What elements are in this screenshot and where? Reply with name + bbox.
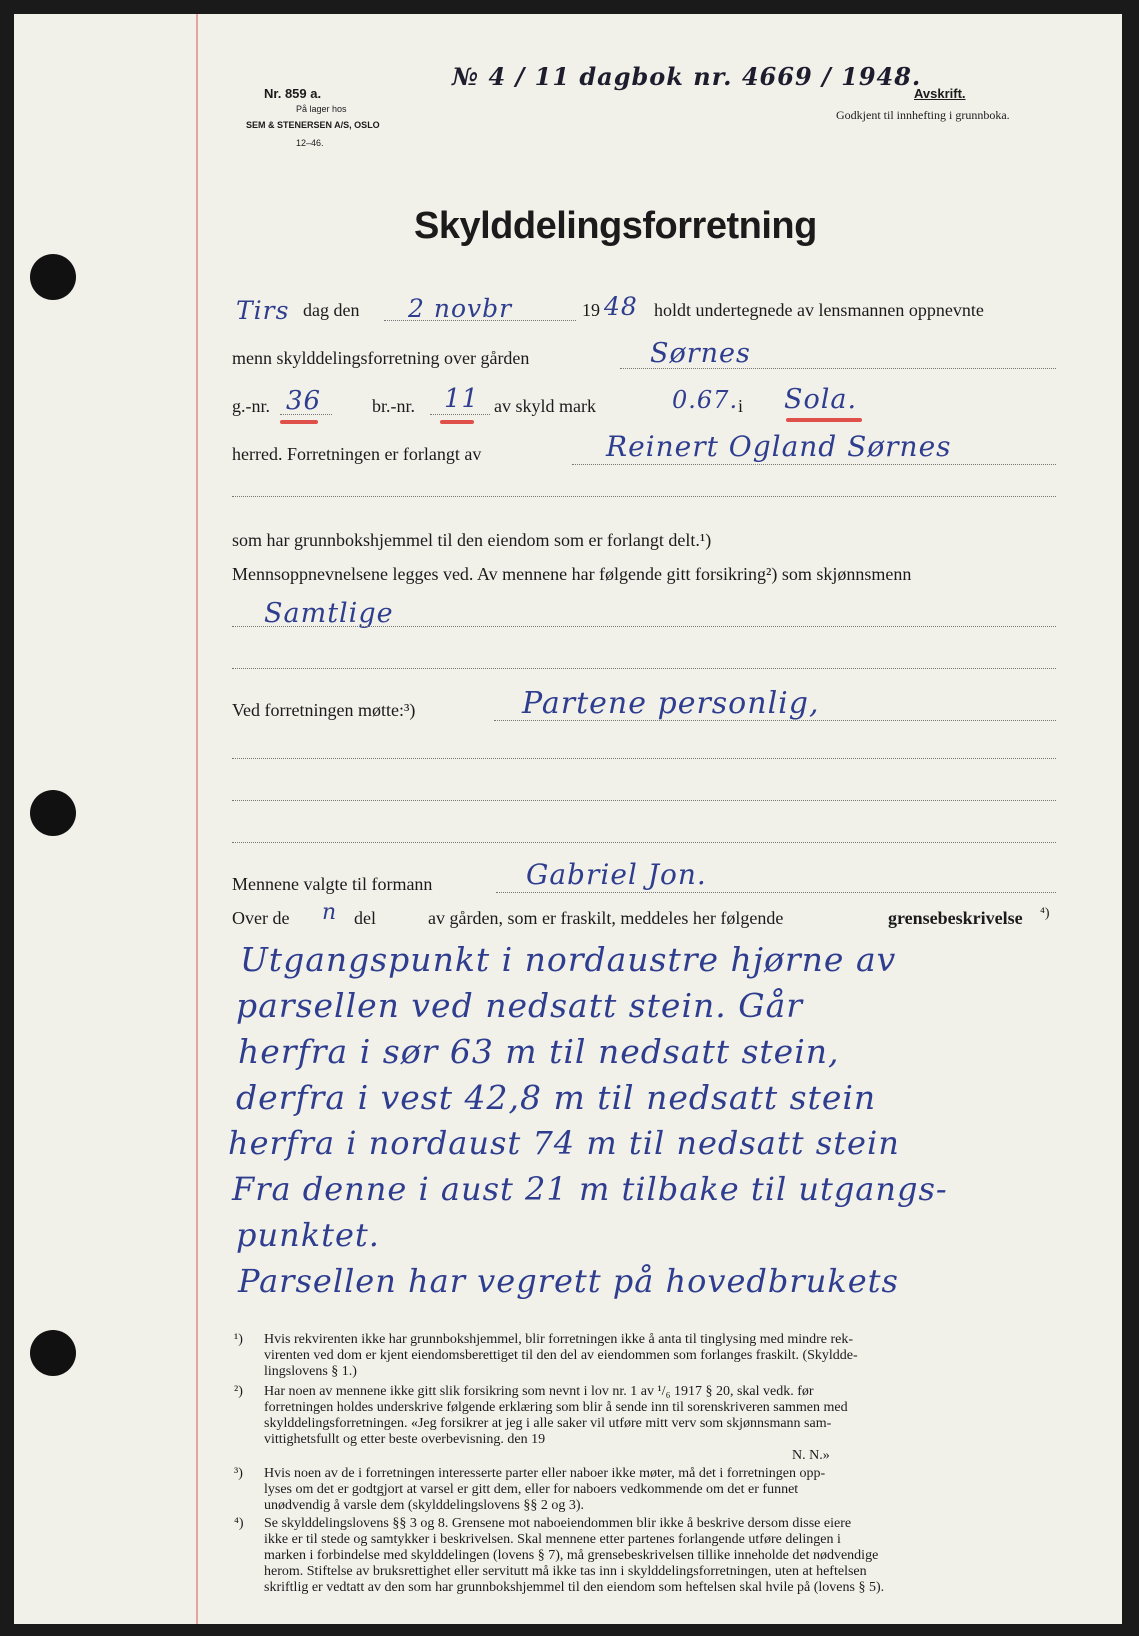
assessors-handwritten: Samtlige <box>264 598 394 629</box>
year-prefix: 19 <box>582 300 600 320</box>
requester-handwritten: Reinert Ogland Sørnes <box>606 430 952 463</box>
del-label: del <box>354 908 376 928</box>
footnote-4-line: Se skylddelingslovens §§ 3 og 8. Grensene mot naboeiendommen blir ikke å beskrive dersom disse eiere <box>264 1516 852 1531</box>
punch-hole <box>30 254 76 300</box>
day-label: dag den <box>303 300 360 320</box>
footnote-1-line: virenten ved dom er kjent eiendomsberettiget til den del av eiendommen som forlanges fraskilt. (Skylddе- <box>264 1348 858 1363</box>
red-underline <box>280 420 318 424</box>
mark-value: 0.67. <box>672 386 739 414</box>
requested-by-label: herred. Forretningen er forlangt av <box>232 444 482 464</box>
part-handwritten: n <box>322 900 338 925</box>
publisher-date: 12–46. <box>296 138 324 148</box>
footnote-ref: ⁴) <box>1040 906 1050 921</box>
footnote-4-line: skriftlig er vedtatt av den som har grunnbokshjemmel til den eiendom som heftelsen skal hvile på (lovens § 5). <box>264 1580 885 1595</box>
opening-text: holdt undertegnede av lensmannen oppnevnte <box>654 300 984 320</box>
year-handwritten: 48 <box>604 292 638 321</box>
footnote-3-line: Hvis noen av de i forretningen interesserte parter eller naboer ikke møter, må det i forretningen opp- <box>264 1466 826 1481</box>
boundary-intro: av gården, som er fraskilt, meddeles her følgende <box>428 908 784 928</box>
description-line: punktet. <box>236 1216 380 1254</box>
red-margin-line <box>196 14 198 1624</box>
footnote-2-line: vittighetsfullt og etter beste overbevisning. den 19 <box>264 1432 546 1447</box>
description-line: herfra i sør 63 m til nedsatt stein, <box>238 1032 840 1071</box>
description-line: Utgangspunkt i nordaustre hjørne av <box>240 940 897 979</box>
punch-hole <box>30 1330 76 1376</box>
footnote-4-line: marken i forbindelse med skylddelingen (lovens § 7), må grensebeskrivelsen tillike inneholde det nødvendige <box>264 1548 879 1563</box>
signature-placeholder: N. N.» <box>792 1448 830 1463</box>
red-underline <box>786 418 862 422</box>
weekday-handwritten: Tirs <box>236 296 290 325</box>
chairman-label: Mennene valgte til formann <box>232 874 433 894</box>
approval-note: Godkjent til innhefting i grunnboka. <box>836 108 1010 122</box>
footnote-3-line: unødvendig å varsle dem (skylddelingslovens §§ 2 og 3). <box>264 1498 585 1513</box>
footnote-marker: ²) <box>234 1384 243 1399</box>
footnote-2-line: skylddelingsforretningen. «Jeg forsikrer at jeg i alle saker vil utføre mitt verv som skjønnsmann sam- <box>264 1416 832 1431</box>
registry-stamp: № 4 / 11 dagbok nr. 4669 / 1948. <box>452 62 922 91</box>
footnote-marker: ⁴) <box>234 1516 244 1531</box>
description-line: derfra i vest 42,8 m til nedsatt stein <box>236 1078 877 1117</box>
dotted-line <box>494 720 1056 721</box>
chairman-handwritten: Gabriel Jon. <box>526 858 707 891</box>
footnote-4-line: herom. Stiftelse av bruksrettighet eller servitutt må ikke tas inn i skylddelingsforretningen, uten at heftelsen <box>264 1564 867 1579</box>
avskrift-label: Avskrift. <box>914 86 966 101</box>
footnote-1-line: Hvis rekvirenten ikke har grunnbokshjemmel, blir forretningen ikke å anta til tinglysing med mindre rek- <box>264 1332 854 1347</box>
dotted-line <box>430 414 490 415</box>
dotted-line <box>232 800 1056 801</box>
footnote-marker: ³) <box>234 1466 243 1481</box>
description-line: parsellen ved nedsatt stein. Går <box>236 986 804 1025</box>
dotted-line <box>232 668 1056 669</box>
description-line: Fra denne i aust 21 m tilbake til utgangs- <box>232 1170 948 1208</box>
attendance-handwritten: Partene personlig, <box>522 686 820 721</box>
dotted-line <box>572 464 1056 465</box>
municipality-handwritten: Sola. <box>784 384 858 415</box>
farm-name-handwritten: Sørnes <box>650 338 751 369</box>
appointment-text: Mennsoppnevnelsene legges ved. Av mennene har følgende gitt forsikring²) som skjønnsmenn <box>232 564 912 584</box>
footnote-2-line: forretningen holdes underskrive følgende erklæring som blir å sende inn til sorenskriveren sammen med <box>264 1400 848 1415</box>
form-number: Nr. 859 a. <box>264 86 322 101</box>
footnote-marker: ¹) <box>234 1332 243 1347</box>
document-page <box>14 14 1122 1624</box>
publisher-name: SEM & STENERSEN A/S, OSLO <box>246 120 380 130</box>
description-line: herfra i nordaust 74 m til nedsatt stein <box>228 1124 900 1162</box>
boundary-label: grensebeskrivelse <box>888 908 1023 928</box>
dotted-line <box>232 496 1056 497</box>
document-title: Skylddelingsforretning <box>414 205 817 247</box>
red-underline <box>440 420 474 424</box>
gnr-label: g.-nr. <box>232 396 270 416</box>
footnote-3-line: lyses om det er godtgjort at varsel er gitt dem, eller for naboers vedkommende om det er funnet <box>264 1482 799 1497</box>
i-label: i <box>738 396 744 416</box>
dotted-line <box>232 758 1056 759</box>
publisher-line: På lager hos <box>296 104 347 114</box>
hjemmel-text: som har grunnbokshjemmel til den eiendom som er forlangt delt.¹) <box>232 530 712 550</box>
dotted-line <box>232 842 1056 843</box>
bnr-value: 11 <box>444 384 480 414</box>
bnr-label: br.-nr. <box>372 396 415 416</box>
footnote-2-line: Har noen av mennene ikke gitt slik forsikring som nevnt i lov nr. 1 av ¹/₆ 1917 § 20, skal vedk. før <box>264 1384 814 1399</box>
footnote-1-line: lingslovens § 1.) <box>264 1364 357 1379</box>
dotted-line <box>496 892 1056 893</box>
attendance-label: Ved forretningen møtte:³) <box>232 700 416 720</box>
date-handwritten: 2 novbr <box>408 294 513 323</box>
part-label: Over de <box>232 908 290 928</box>
dotted-line <box>232 626 1056 627</box>
skyld-label: av skyld mark <box>494 396 596 416</box>
description-line: Parsellen har vegrett på hovedbrukets <box>238 1262 899 1300</box>
farm-label: menn skylddelingsforretning over gården <box>232 348 530 368</box>
punch-hole <box>30 790 76 836</box>
footnote-4-line: ikke er til stede og samtykker i beskrivelsen. Skal mennene etter partenes forlangende utføre delingen i <box>264 1532 841 1547</box>
gnr-value: 36 <box>286 386 322 416</box>
